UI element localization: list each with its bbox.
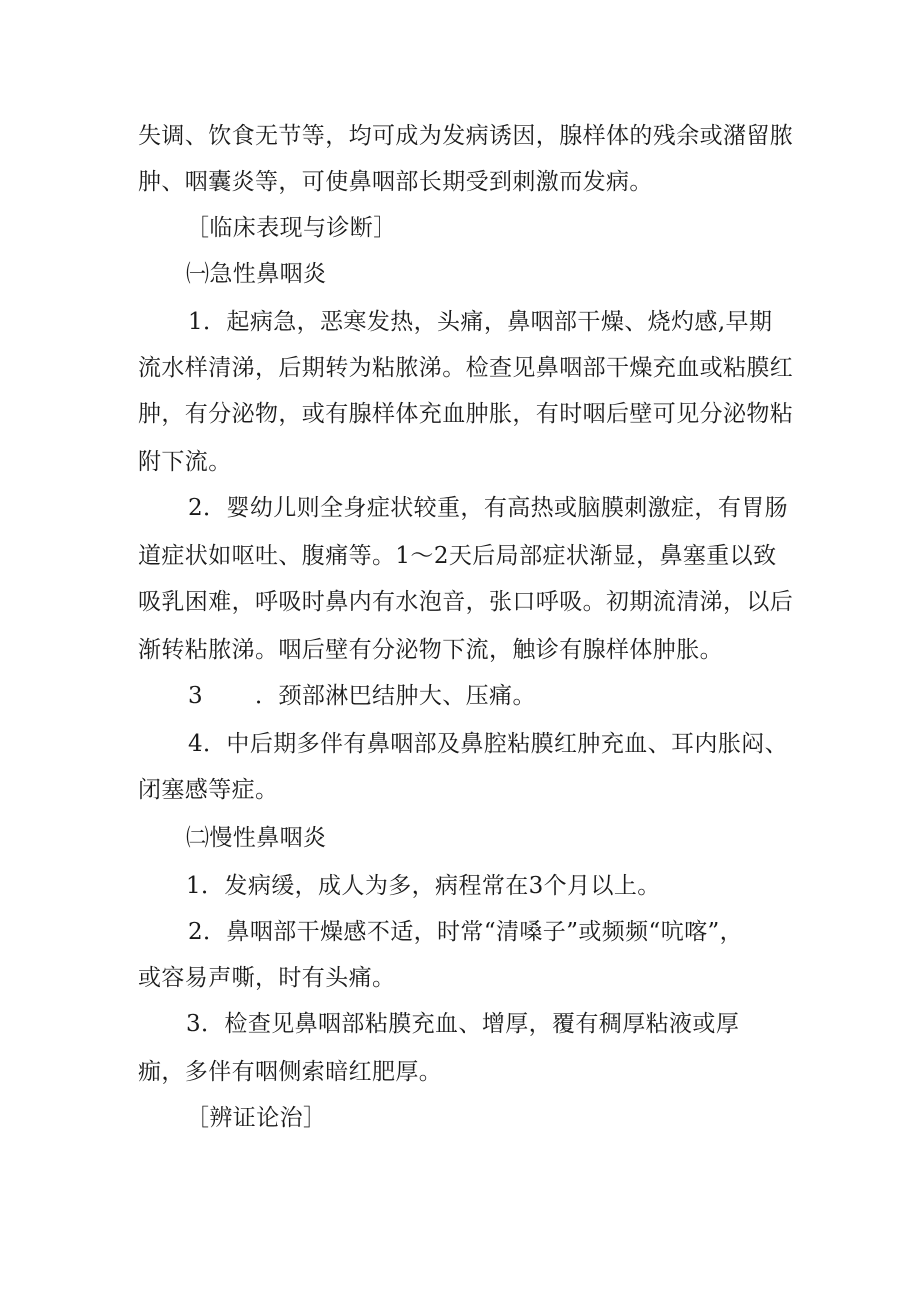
list-item-acute-3 [188,681,536,711]
subsection-heading-chronic: ㈡慢性鼻咽炎 [186,825,327,851]
list-item-chronic-2: 2．鼻咽部干燥感不适，时常“清嗓子”或频频“吭喀”， [188,919,744,945]
paragraph-line: 吸乳困难，呼吸时鼻内有水泡音，张口呼吸。初期流清涕，以后 [138,589,794,615]
list-item-chronic-3: 3．检查见鼻咽部粘膜充血、增厚，覆有稠厚粘液或厚 [186,1011,740,1037]
list-item-acute-2: 2．婴幼儿则全身症状较重，有高热或脑膜刺激症，有胃肠 [188,495,789,521]
list-item-text: ．颈部淋巴结肿大、压痛。 [255,683,536,709]
paragraph-line: 道症状如呕吐、腹痛等。1～2天后局部症状渐显，鼻塞重以致 [138,543,777,569]
list-number: 3 [188,683,204,709]
paragraph-line: 或容易声嘶，时有头痛。 [138,965,396,991]
paragraph-line: 肿，有分泌物，或有腺样体充血肿胀，有时咽后壁可见分泌物粘 [138,401,794,427]
list-item-acute-1: 1．起病急，恶寒发热，头痛，鼻咽部干燥、烧灼感,早期 [188,309,773,335]
paragraph-line: 闭塞感等症。 [138,777,279,803]
subsection-heading-acute: ㈠急性鼻咽炎 [186,261,327,287]
paragraph-line: 附下流。 [138,449,232,475]
section-heading-clinical: ［临床表现与诊断］ [186,215,397,241]
list-item-acute-4: 4．中后期多伴有鼻咽部及鼻腔粘膜红肿充血、耳内胀闷、 [188,731,789,757]
paragraph-line: 肿、咽囊炎等，可使鼻咽部长期受到刺激而发病。 [138,169,653,195]
paragraph-line: 痂，多伴有咽侧索暗红肥厚。 [138,1059,443,1085]
section-heading-treatment: ［辨证论治］ [186,1105,327,1131]
paragraph-line: 失调、饮食无节等，均可成为发病诱因，腺样体的残余或潴留脓 [138,123,794,149]
paragraph-line: 渐转粘脓涕。咽后壁有分泌物下流，触诊有腺样体肿胀。 [138,637,723,663]
list-item-chronic-1: 1．发病缓，成人为多，病程常在3个月以上。 [186,873,661,899]
paragraph-line: 流水样清涕，后期转为粘脓涕。检查见鼻咽部干燥充血或粘膜红 [138,355,794,381]
